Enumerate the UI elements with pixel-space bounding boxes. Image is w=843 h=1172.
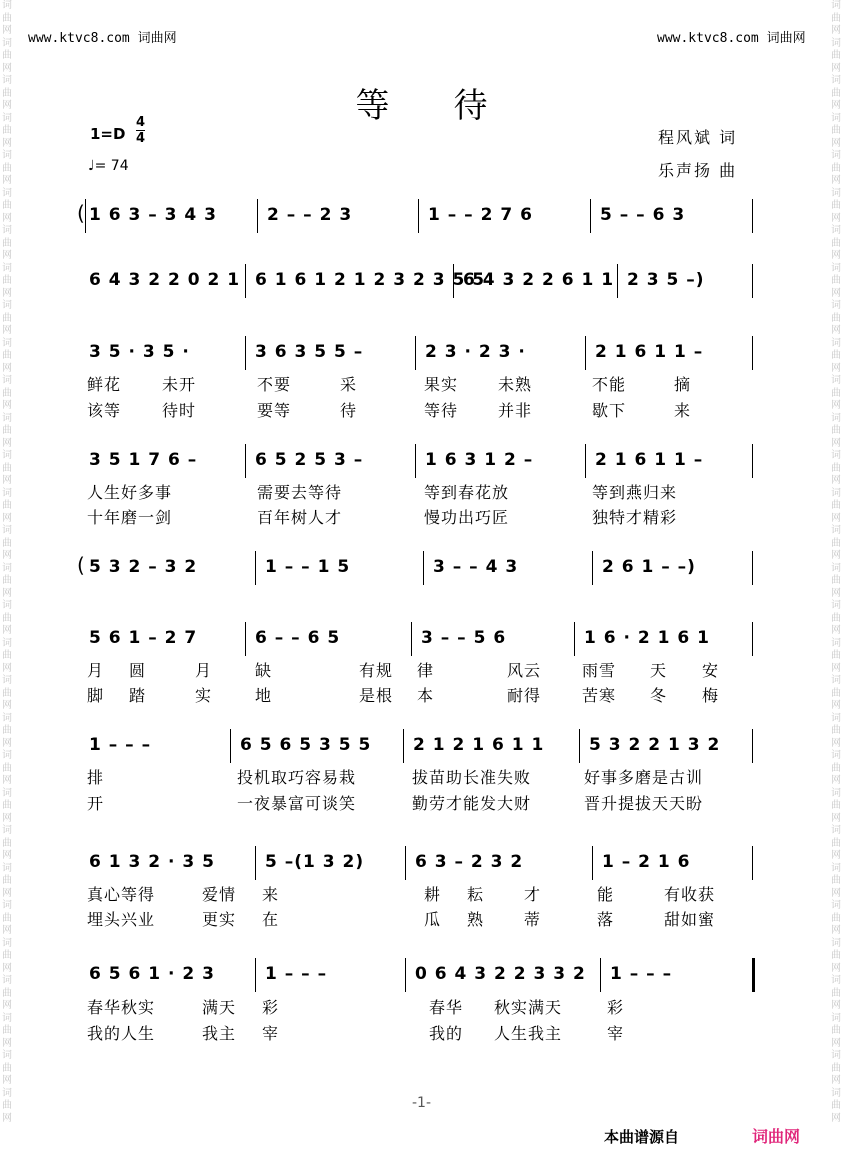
lyric-word: 爱情: [202, 885, 237, 904]
lyric-word: 才: [524, 885, 542, 904]
lyric-word: 宰: [262, 1024, 280, 1043]
bar-line: [423, 551, 424, 585]
open-paren: (: [77, 553, 85, 577]
bar-line: [411, 622, 412, 656]
measure: 1 – – –: [89, 735, 152, 755]
lyric-word: 地: [255, 686, 273, 705]
measure: 1 – – –: [265, 964, 328, 984]
side-watermark-left: 词曲网词曲网词曲网词曲网词曲网词曲网词曲网词曲网词曲网词曲网词曲网词曲网词曲网词曲网词曲网词曲网词曲网词曲网词曲网词曲网词曲网词曲网词曲网词曲网词曲网词曲网词曲网词曲网词曲网词曲网: [2, 0, 12, 1124]
lyric-word: 埋头兴业: [87, 910, 156, 929]
lyric-word: 采: [340, 375, 358, 394]
header-url: www.ktvc8.com: [28, 31, 130, 46]
lyric-word: 开: [87, 794, 105, 813]
bar-line: [585, 336, 586, 370]
measure: 5 3 2 2 1 3 2: [589, 735, 721, 755]
lyric-word: 彩: [262, 998, 280, 1017]
header-url: www.ktvc8.com: [657, 31, 759, 46]
header-right: [657, 27, 806, 46]
key-signature: 1=D: [90, 125, 126, 143]
lyric-word: 有收获: [664, 885, 716, 904]
measure: 2 1 6 1 1 –: [595, 450, 704, 470]
side-watermark-right: 词曲网词曲网词曲网词曲网词曲网词曲网词曲网词曲网词曲网词曲网词曲网词曲网词曲网词曲网词曲网词曲网词曲网词曲网词曲网词曲网词曲网词曲网词曲网词曲网词曲网词曲网词曲网词曲网词曲网词曲网: [831, 0, 841, 1124]
lyric-word: 要等: [257, 401, 292, 420]
lyric-word: 人生我主: [494, 1024, 563, 1043]
bar-line: [403, 729, 404, 763]
measure: 3 – – 5 6: [421, 628, 507, 648]
song-title: 等待: [355, 86, 552, 126]
bar-line: [752, 336, 753, 370]
lyric-line-2: [87, 683, 757, 707]
notation-row: [85, 340, 755, 370]
lyric-word: 投机取巧容易栽: [237, 768, 357, 787]
measure: 2 6 1 – –): [602, 557, 696, 577]
bar-line: [255, 846, 256, 880]
lyric-word: 真心等得: [87, 885, 156, 904]
composer-credit: 乐声扬 曲: [658, 161, 738, 180]
lyric-word: 我的: [429, 1024, 464, 1043]
bar-line: [752, 958, 755, 992]
open-paren: (: [77, 201, 85, 225]
bar-line: [255, 958, 256, 992]
lyric-word: 脚: [87, 686, 105, 705]
bar-line: [85, 199, 86, 233]
lyric-word: 耐得: [507, 686, 542, 705]
measure: 1 – 2 1 6: [602, 852, 691, 872]
lyric-word: 落: [597, 910, 615, 929]
lyric-word: 人生好多事: [87, 483, 173, 502]
notation-row: [77, 553, 755, 585]
measure: 1 6 3 – 3 4 3: [89, 205, 217, 225]
notation-row: [85, 733, 755, 763]
lyric-word: 瓜: [424, 910, 442, 929]
lyric-word: 果实: [424, 375, 459, 394]
lyric-word: 宰: [607, 1024, 625, 1043]
bar-line: [617, 264, 618, 298]
lyric-word: 圆: [129, 661, 147, 680]
lyric-word: 等到燕归来: [592, 483, 678, 502]
lyric-word: 春华: [429, 998, 464, 1017]
time-signature: [136, 115, 145, 146]
bar-line: [405, 846, 406, 880]
header-site: 词曲网: [137, 31, 177, 46]
lyric-line-2: [87, 791, 757, 815]
lyric-word: 不要: [257, 375, 292, 394]
measure: 1 – – –: [610, 964, 673, 984]
measure: 2 3 · 2 3 ·: [425, 342, 526, 362]
bar-line: [585, 444, 586, 478]
lyric-word: 甜如蜜: [664, 910, 716, 929]
lyric-word: 雨雪: [582, 661, 617, 680]
bar-line: [230, 729, 231, 763]
measure: 2 3 5 –): [627, 270, 705, 290]
measure: 2 1 6 1 1 –: [595, 342, 704, 362]
measure: 6 5 2 5 3 –: [255, 450, 364, 470]
lyric-word: 待: [340, 401, 358, 420]
meter-numerator: 4: [136, 115, 146, 130]
measure: 0 6 4 3 2 2 3 3 2: [415, 964, 586, 984]
lyric-word: 律: [417, 661, 435, 680]
tempo-value: = 74: [94, 158, 129, 174]
measure: 6 5 6 1 · 2 3: [89, 964, 215, 984]
lyric-line-2: [87, 398, 757, 422]
lyric-word: 好事多磨是古训: [584, 768, 704, 787]
measure: 3 – – 4 3: [433, 557, 519, 577]
lyric-word: 摘: [674, 375, 692, 394]
lyric-line-2: [87, 505, 757, 529]
lyric-line-2: [87, 1021, 757, 1045]
lyric-word: 慢功出巧匠: [424, 508, 510, 527]
lyric-word: 熟: [467, 910, 485, 929]
lyric-word: 天: [650, 661, 668, 680]
lyric-word: 等待: [424, 401, 459, 420]
meter-denominator: 4: [136, 131, 146, 146]
bar-line: [405, 958, 406, 992]
lyric-word: 晋升提拔天天盼: [584, 794, 704, 813]
measure: 3 6 3 5 5 –: [255, 342, 364, 362]
bar-line: [752, 551, 753, 585]
lyric-line-1: [87, 658, 757, 682]
lyric-word: 有规: [359, 661, 394, 680]
lyric-word: 月: [195, 661, 213, 680]
bar-line: [245, 264, 246, 298]
lyric-line-1: [87, 882, 757, 906]
lyric-word: 耕: [424, 885, 442, 904]
bar-line: [245, 444, 246, 478]
bar-line: [415, 336, 416, 370]
bar-line: [590, 199, 591, 233]
lyric-word: 本: [417, 686, 435, 705]
measure: 1 6 · 2 1 6 1: [584, 628, 710, 648]
lyric-word: 蒂: [524, 910, 542, 929]
bar-line: [752, 846, 753, 880]
bar-line: [255, 551, 256, 585]
lyric-word: 来: [262, 885, 280, 904]
measure: 6 4 3 2 2 0 2 1: [89, 270, 241, 290]
measure: 2 1 2 1 6 1 1: [413, 735, 545, 755]
measure: 5 3 2 – 3 2: [89, 557, 198, 577]
lyric-word: 未开: [162, 375, 197, 394]
lyric-word: 梅: [702, 686, 720, 705]
measure: 5 –(1 3 2): [265, 852, 365, 872]
lyric-word: 冬: [650, 686, 668, 705]
bar-line: [415, 444, 416, 478]
notation-row: [85, 962, 755, 992]
lyric-word: 实: [195, 686, 213, 705]
measure: 2 – – 2 3: [267, 205, 353, 225]
lyric-word: 拔苗助长准失败: [412, 768, 532, 787]
bar-line: [752, 199, 753, 233]
header-left: [28, 27, 177, 46]
bar-line: [418, 199, 419, 233]
lyric-word: 十年磨一剑: [87, 508, 173, 527]
lyric-word: 更实: [202, 910, 237, 929]
lyric-word: 踏: [129, 686, 147, 705]
measure: 1 – – 2 7 6: [428, 205, 533, 225]
lyric-word: 一夜暴富可谈笑: [237, 794, 357, 813]
measure: 5 – – 6 3: [600, 205, 686, 225]
measure: 6 4 3 2 2 6 1 1: [463, 270, 615, 290]
lyric-word: 风云: [507, 661, 542, 680]
footer-brand: 词曲网: [752, 1127, 801, 1146]
bar-line: [752, 622, 753, 656]
page-number: -1-: [411, 1095, 431, 1111]
measure: 5 6 1 – 2 7: [89, 628, 198, 648]
lyric-word: 月: [87, 661, 105, 680]
lyric-word: 苦寒: [582, 686, 617, 705]
lyric-word: 在: [262, 910, 280, 929]
notation-row: [85, 448, 755, 478]
notation-row: [85, 268, 755, 298]
measure: 6 3 – 2 3 2: [415, 852, 524, 872]
lyric-word: 需要去等待: [257, 483, 343, 502]
measure: 1 6 3 1 2 –: [425, 450, 534, 470]
bar-line: [574, 622, 575, 656]
lyric-word: 是根: [359, 686, 394, 705]
lyric-line-2: [87, 907, 757, 931]
lyric-word: 勤劳才能发大财: [412, 794, 532, 813]
measure: 3 5 1 7 6 –: [89, 450, 198, 470]
lyric-word: 缺: [255, 661, 273, 680]
lyric-word: 满天: [202, 998, 237, 1017]
bar-line: [752, 444, 753, 478]
lyric-word: 该等: [87, 401, 122, 420]
lyric-word: 彩: [607, 998, 625, 1017]
bar-line: [245, 622, 246, 656]
lyric-word: 我主: [202, 1024, 237, 1043]
lyric-word: 百年树人才: [257, 508, 343, 527]
lyric-word: 秋实满天: [494, 998, 563, 1017]
bar-line: [752, 729, 753, 763]
header-site: 词曲网: [766, 31, 806, 46]
lyric-line-1: [87, 995, 757, 1019]
measure: 6 1 6 1 2 1 2 3 2 3 5 5: [255, 270, 486, 290]
lyric-word: 等到春花放: [424, 483, 510, 502]
lyric-word: 不能: [592, 375, 627, 394]
measure: 3 5 · 3 5 ·: [89, 342, 190, 362]
lyricist-credit: 程风斌 词: [658, 128, 738, 147]
lyric-word: 安: [702, 661, 720, 680]
notation-row: [85, 626, 755, 656]
notation-row: [77, 201, 755, 233]
quarter-note-icon: ♩: [88, 158, 95, 174]
bar-line: [600, 958, 601, 992]
lyric-word: 歇下: [592, 401, 627, 420]
measure: 1 – – 1 5: [265, 557, 351, 577]
bar-line: [257, 199, 258, 233]
lyric-word: 待时: [162, 401, 197, 420]
lyric-line-1: [87, 765, 757, 789]
lyric-word: 排: [87, 768, 105, 787]
lyric-word: 耘: [467, 885, 485, 904]
lyric-word: 并非: [498, 401, 533, 420]
bar-line: [245, 336, 246, 370]
bar-line: [592, 846, 593, 880]
measure: 6 – – 6 5: [255, 628, 341, 648]
bar-line: [592, 551, 593, 585]
tempo-marking: [88, 158, 129, 174]
lyric-word: 我的人生: [87, 1024, 156, 1043]
footer-source: 本曲谱源自: [604, 1128, 680, 1146]
bar-line: [579, 729, 580, 763]
measure: 6 1 3 2 · 3 5: [89, 852, 215, 872]
lyric-word: 未熟: [498, 375, 533, 394]
lyric-word: 能: [597, 885, 615, 904]
measure: 6 5 6 5 3 5 5: [240, 735, 372, 755]
lyric-word: 独特才精彩: [592, 508, 678, 527]
lyric-word: 鲜花: [87, 375, 122, 394]
lyric-word: 来: [674, 401, 692, 420]
lyric-line-1: [87, 480, 757, 504]
bar-line: [752, 264, 753, 298]
notation-row: [85, 850, 755, 880]
lyric-word: 春华秋实: [87, 998, 156, 1017]
lyric-line-1: [87, 372, 757, 396]
